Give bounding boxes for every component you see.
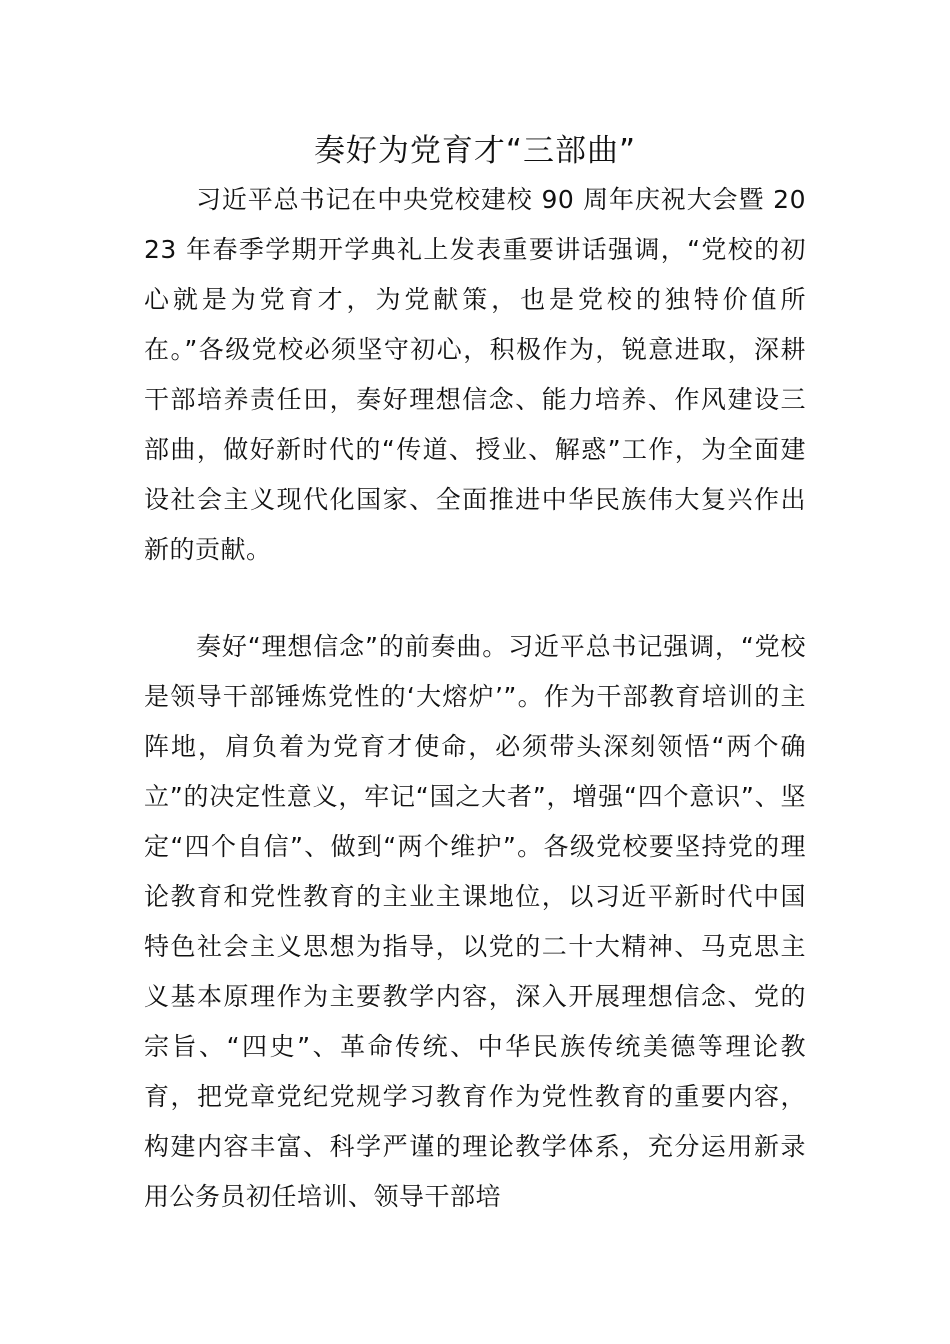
paragraph-ideals-faith: 奏好“理想信念”的前奏曲。习近平总书记强调，“党校是领导干部锤炼党性的‘大熔炉’”。作为干部教育培训的主阵地，肩负着为党育才使命，必须带头深刻领悟“两个确立”的决定性意义，牢记“国之大者”，增强“四个意识”、坚定“四个自信”、做到“两个维护”。各级党校要坚持党的理论教育和党性教育的主业主课地位，以习近平新时代中国特色社会主义思想为指导，以党的二十大精神、马克思主义基本原理作为主要教学内容，深入开展理想信念、党的宗旨、“四史”、革命传统、中华民族传统美德等理论教育，把党章党纪党规学习教育作为党性教育的重要内容，构建内容丰富、科学严谨的理论教学体系，充分运用新录用公务员初任培训、领导干部培	[144, 632, 806, 1211]
paragraph-intro: 习近平总书记在中央党校建校 90 周年庆祝大会暨 2023 年春季学期开学典礼上发表重要讲话强调，“党校的初心就是为党育才，为党献策，也是党校的独特价值所在。”各级党校必须坚守初心，积极作为，锐意进取，深耕干部培养责任田，奏好理想信念、能力培养、作风建设三部曲，做好新时代的“传道、授业、解惑”工作，为全面建设社会主义现代化国家、全面推进中华民族伟大复兴作出新的贡献。	[144, 185, 806, 564]
document-title: 奏好为党育才“三部曲”	[313, 133, 637, 169]
